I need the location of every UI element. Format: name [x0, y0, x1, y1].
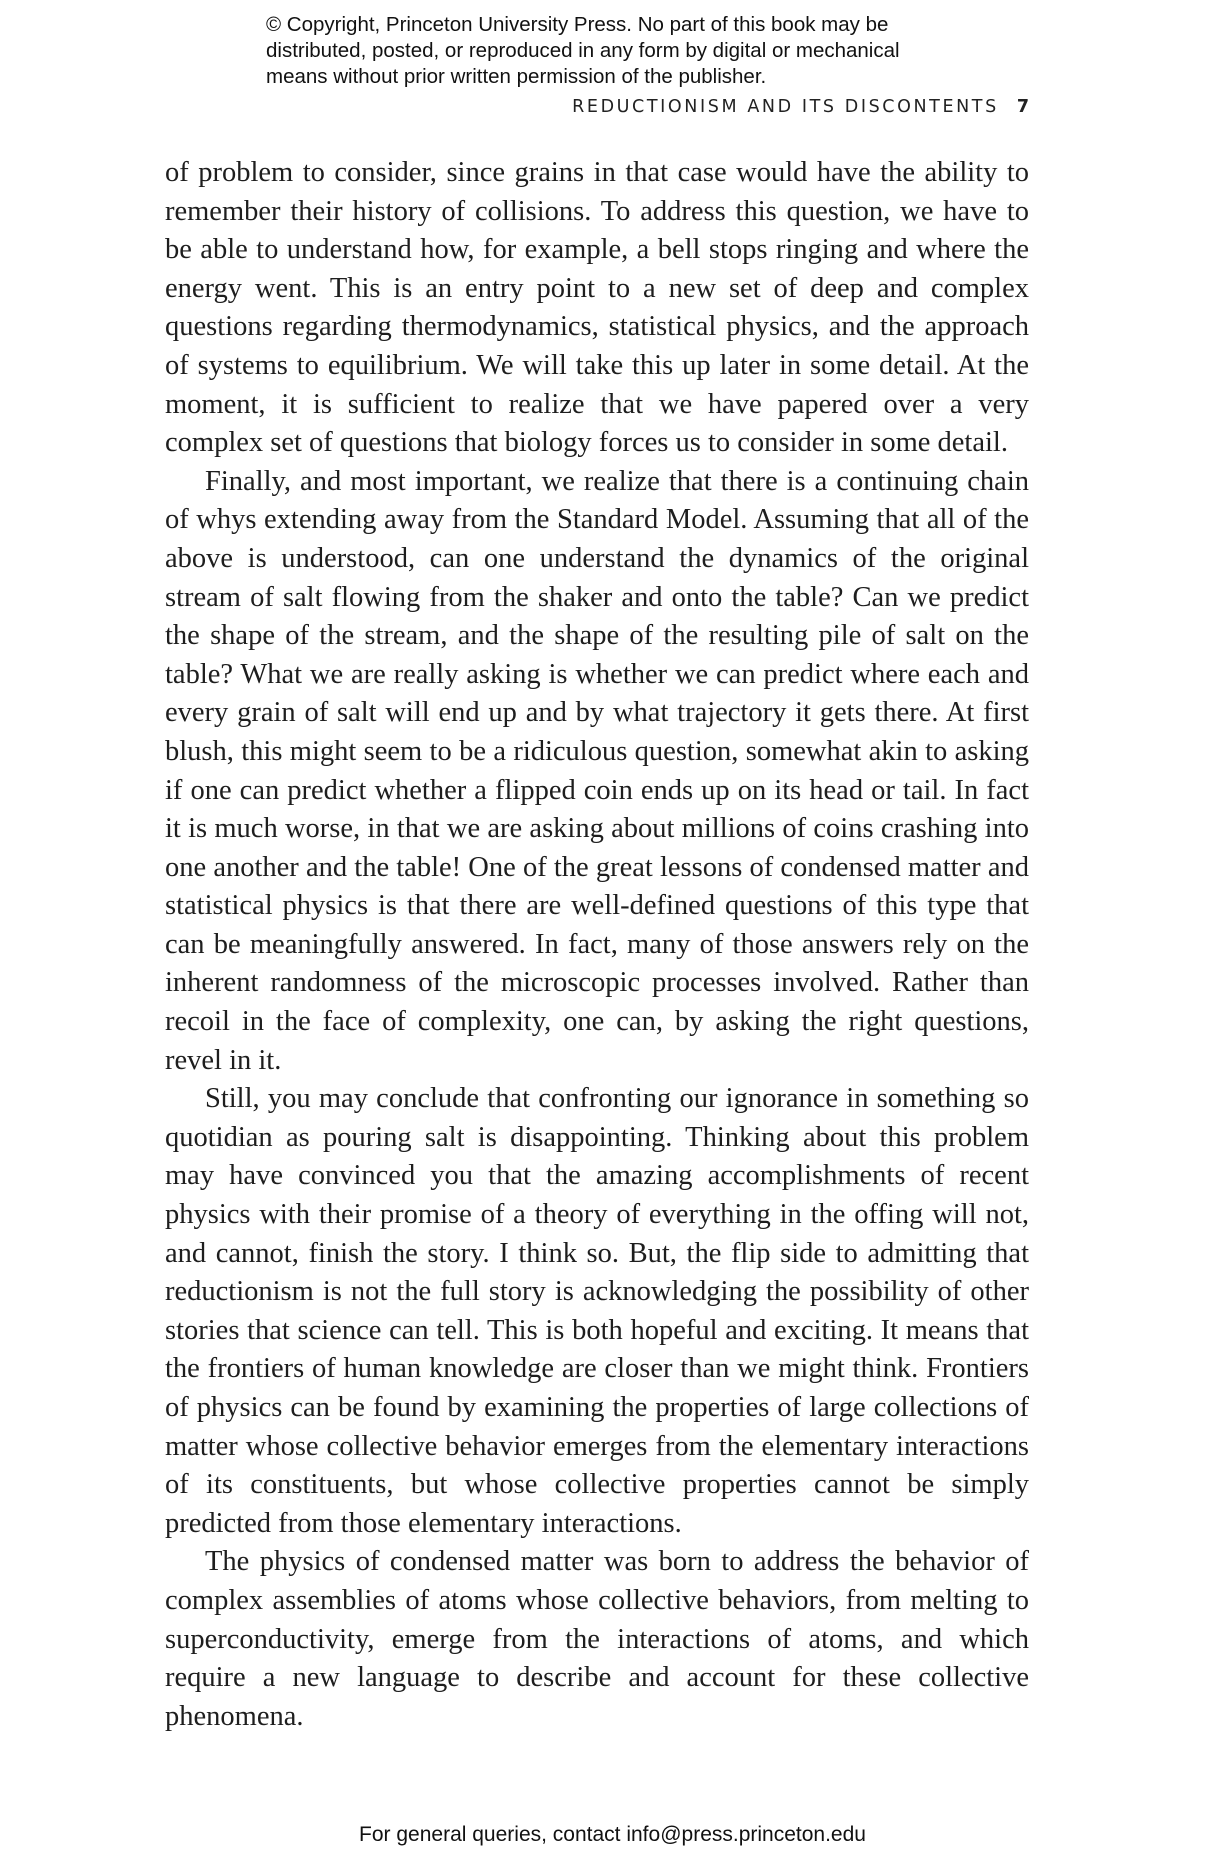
copyright-notice [266, 12, 1026, 90]
copyright-line: © Copyright, Princeton University Press. No part of this book may be [266, 13, 889, 36]
paragraph: Still, you may conclude that confronting our ignorance in something so quotidian as pouring salt is disappointing. Thinking about this problem may have convinced you that the amazing accomplishments of recent physics with their promise of a theory of everything in the offing will not, and cannot, finish the story. I think so. But, the flip side to admitting that reductionism is not the full story is acknowledging the possibility of other stories that science can tell. This is both hopeful and exciting. It means that the frontiers of human knowledge are closer than we might think. Frontiers of physics can be found by examining the properties of large collections of matter whose collective behavior emerges from the elementary interactions of its constituents, but whose collective properties cannot be simply predicted from those elementary interactions. [165, 1083, 1029, 1539]
footer-contact: For general queries, contact info@press.princeton.edu [359, 1823, 866, 1846]
body-text [165, 154, 1029, 1736]
running-head [572, 97, 1029, 117]
paragraph: The physics of condensed matter was born to address the behavior of complex assemblies of atoms whose collective behaviors, from melting to superconductivity, emerge from the interactions of atoms, and which require a new language to describe and account for these collective phenomena. [165, 1546, 1029, 1732]
paragraph: of problem to consider, since grains in that case would have the ability to remember their history of collisions. To address this question, we have to be able to understand how, for example, a bell stops ringing and where the energy went. This is an entry point to a new set of deep and complex questions regarding thermodynamics, statistical physics, and the approach of systems to equilibrium. We will take this up later in some detail. At the moment, it is sufficient to realize that we have papered over a very complex set of questions that biology forces us to consider in some detail. [165, 157, 1029, 459]
running-head-title: REDUCTIONISM AND ITS DISCONTENTS [572, 97, 999, 117]
copyright-line: means without prior written permission of the publisher. [266, 65, 767, 88]
page-number: 7 [1016, 97, 1029, 117]
copyright-line: distributed, posted, or reproduced in any form by digital or mechanical [266, 39, 900, 62]
paragraph: Finally, and most important, we realize that there is a continuing chain of whys extending away from the Standard Model. Assuming that all of the above is understood, can one understand the dynamics of the original stream of salt flowing from the shaker and onto the table? Can we predict the shape of the stream, and the shape of the resulting pile of salt on the table? What we are really asking is whether we can predict where each and every grain of salt will end up and by what trajectory it gets there. At first blush, this might seem to be a ridiculous question, somewhat akin to asking if one can predict whether a flipped coin ends up on its head or tail. In fact it is much worse, in that we are asking about millions of coins crashing into one another and the table! One of the great lessons of condensed matter and statistical physics is that there are well-defined questions of this type that can be meaningfully answered. In fact, many of those answers rely on the inherent randomness of the microscopic processes involved. Rather than recoil in the face of complexity, one can, by asking the right questions, revel in it. [165, 465, 1029, 1076]
